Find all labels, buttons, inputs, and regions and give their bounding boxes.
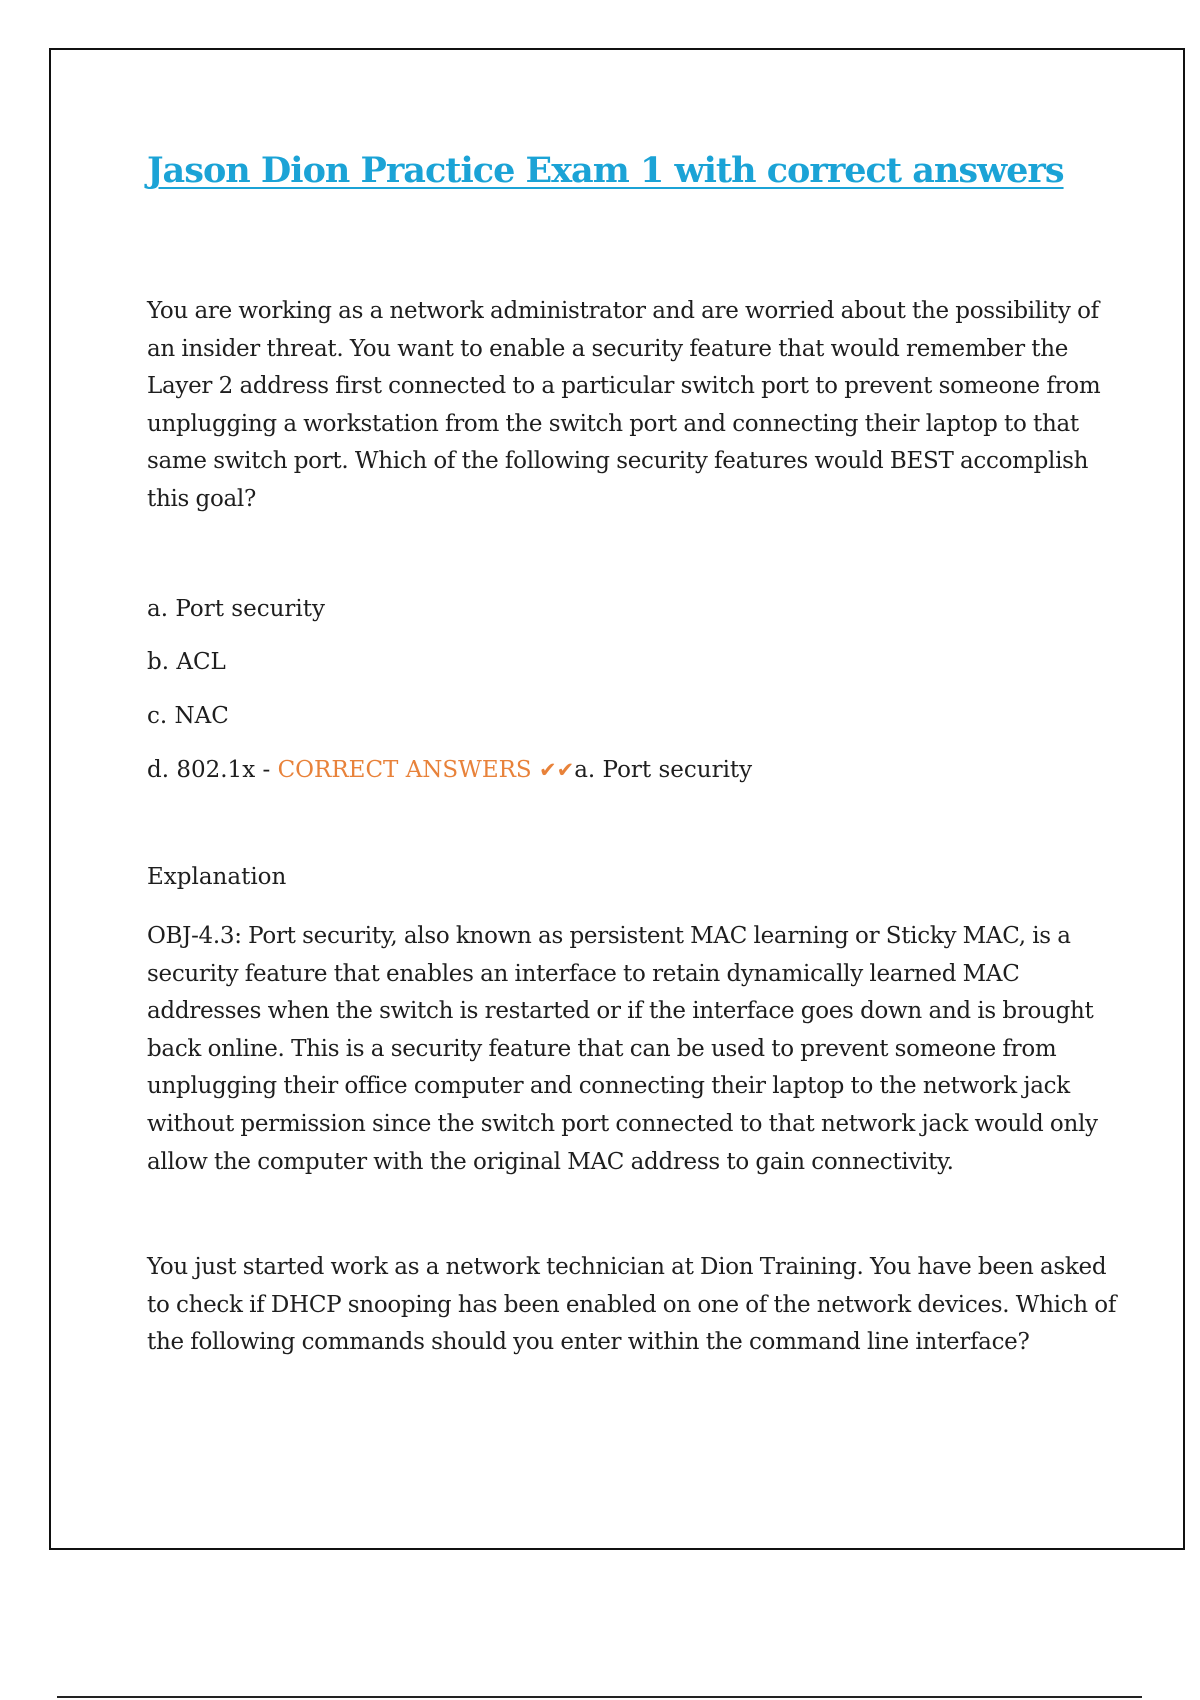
- option-d-line: [147, 755, 752, 785]
- option-d: d. 802.1x -: [147, 757, 278, 783]
- explanation-text: OBJ-4.3: Port security, also known as persistent MAC learning or Sticky MAC, is a security feature that enables an interface to retain dynamically learned MAC addresses when the switch is restarted or if the interface goes down and is brought back online. This is a security feature that can be used to prevent someone from unplugging their office computer and connecting their laptop to the network jack without permission since the switch port connected to that network jack would only allow the computer with the original MAC address to gain connectivity.: [147, 923, 1098, 1175]
- correct-answer: a. Port security: [574, 757, 753, 783]
- question-2-text: You just started work as a network technician at Dion Training. You have been asked to check if DHCP snooping has been enabled on one of the network devices. Which of the following commands should you enter within the command line interface?: [147, 1254, 1117, 1356]
- question-1-text: You are working as a network administrator and are worried about the possibility of an insider threat. You want to enable a security feature that would remember the Layer 2 address first connected to a particular switch port to prevent someone from unplugging a workstation from the switch port and connecting their laptop to that same switch port. Which of the following security features would BEST accomplish this goal?: [147, 298, 1101, 512]
- option-c: c. NAC: [147, 703, 229, 729]
- next-page-top-border: [57, 1696, 1142, 1698]
- option-b: b. ACL: [147, 649, 226, 675]
- explanation-heading: Explanation: [147, 864, 287, 890]
- document-title: Jason Dion Practice Exam 1 with correct answers: [147, 150, 1064, 191]
- option-a: a. Port security: [147, 596, 325, 622]
- check-icon: ✔✔: [539, 758, 575, 782]
- document-page: [49, 48, 1185, 1550]
- correct-answers-label: CORRECT ANSWERS: [277, 757, 532, 783]
